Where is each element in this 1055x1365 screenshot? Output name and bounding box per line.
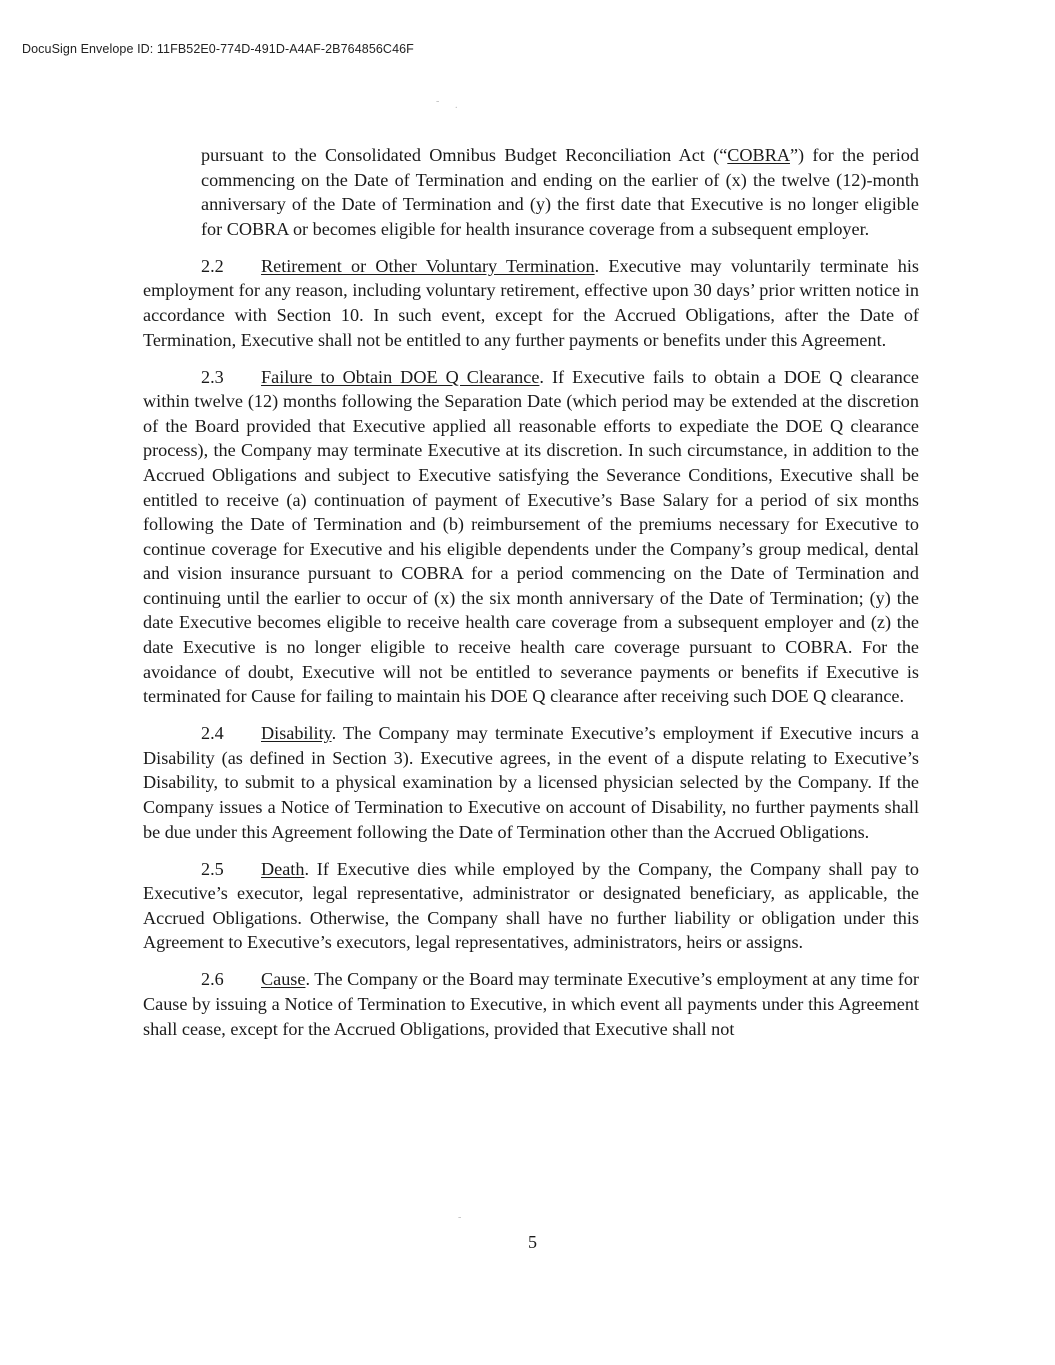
paragraph-text: pursuant to the Consolidated Omnibus Budget Reconciliation Act (“: [201, 145, 728, 165]
scan-speck: .: [455, 100, 458, 111]
section-number: 2.3: [201, 366, 224, 387]
section-heading: Disability: [261, 723, 332, 744]
section-heading: Death: [261, 858, 305, 879]
docusign-envelope-id: DocuSign Envelope ID: 11FB52E0-774D-491D-A4AF-2B764856C46F: [22, 42, 414, 56]
section-2-3: [143, 365, 919, 709]
paragraph-text: ”) for the period commencing on the Date of Termination and ending on the earlier of (x) the twelve (12)-month anniversary of the Date of Termination and (y) the first date that Executive is no longer eligible for COBRA or becomes eligible for health insurance coverage from a subsequent employer.: [201, 145, 919, 239]
defined-term-cobra: COBRA: [727, 145, 790, 165]
scan-speck: ‐: [458, 1212, 462, 1223]
continued-paragraph: [201, 143, 919, 241]
section-text: . Executive may voluntarily terminate his employment for any reason, including voluntary retirement, effective upon 30 days’ prior written notice in accordance with Section 10. In such event, except for the Accrued Obligations, after the Date of Termination, Executive shall not be entitled to any further payments or benefits under this Agreement.: [143, 255, 919, 350]
scan-speck: ‐: [436, 96, 440, 107]
document-body: [143, 143, 919, 1054]
section-number: 2.4: [201, 723, 224, 744]
section-number: 2.2: [201, 255, 224, 276]
section-number: 2.5: [201, 858, 224, 879]
section-number: 2.6: [201, 969, 224, 990]
section-heading: Retirement or Other Voluntary Termination: [261, 255, 595, 276]
section-text: . If Executive fails to obtain a DOE Q clearance within twelve (12) months following the Separation Date (which period may be extended at the discretion of the Board provided that Executive applied all reasonable efforts to expediate the DOE Q clearance process), the Company may terminate Executive at its discretion. In such circumstance, in addition to the Accrued Obligations and subject to Executive satisfying the Severance Conditions, Executive shall be entitled to receive (a) continuation of payment of Executive’s Base Salary for a period of six months following the Date of Termination and (b) reimbursement of the premiums necessary for Executive to continue coverage for Executive and his eligible dependents under the Company’s group medical, dental and vision insurance pursuant to COBRA for a period commencing on the Date of Termination and continuing until the earlier to occur of (x) the six month anniversary of the Date of Termination; (y) the date Executive becomes eligible to receive health care coverage from a subsequent employer and (z) the date Executive is no longer eligible to receive health care coverage pursuant to COBRA. For the avoidance of doubt, Executive will not be entitled to severance payments or benefits if Executive is terminated for Cause for failing to maintain his DOE Q clearance after receiving such DOE Q clearance.: [143, 366, 920, 707]
section-2-5: [143, 857, 919, 955]
section-heading: Failure to Obtain DOE Q Clearance: [261, 366, 540, 387]
section-2-4: [143, 721, 919, 844]
section-text: . If Executive dies while employed by the Company, the Company shall pay to Executive’s executor, legal representative, administrator or designated beneficiary, as applicable, the Accrued Obligations. Otherwise, the Company shall have no further liability or obligation under this Agreement to Executive’s executors, legal representatives, administrators, heirs or assigns.: [143, 858, 919, 953]
section-2-6: [143, 967, 919, 1041]
page-number: 5: [528, 1232, 537, 1252]
section-2-2: [143, 254, 919, 352]
section-text: . The Company or the Board may terminate Executive’s employment at any time for Cause by issuing a Notice of Termination to Executive, in which event all payments under this Agreement shall cease, except for the Accrued Obligations, provided that Executive shall not: [143, 969, 919, 1039]
section-text: . The Company may terminate Executive’s employment if Executive incurs a Disability (as defined in Section 3). Executive agrees, in the event of a dispute relating to Executive’s Disability, to submit to a physical examination by a licensed physician selected by the Company. If the Company issues a Notice of Termination to Executive on account of Disability, no further payments shall be due under this Agreement following the Date of Termination other than the Accrued Obligations.: [143, 723, 919, 842]
section-heading: Cause: [261, 969, 306, 990]
